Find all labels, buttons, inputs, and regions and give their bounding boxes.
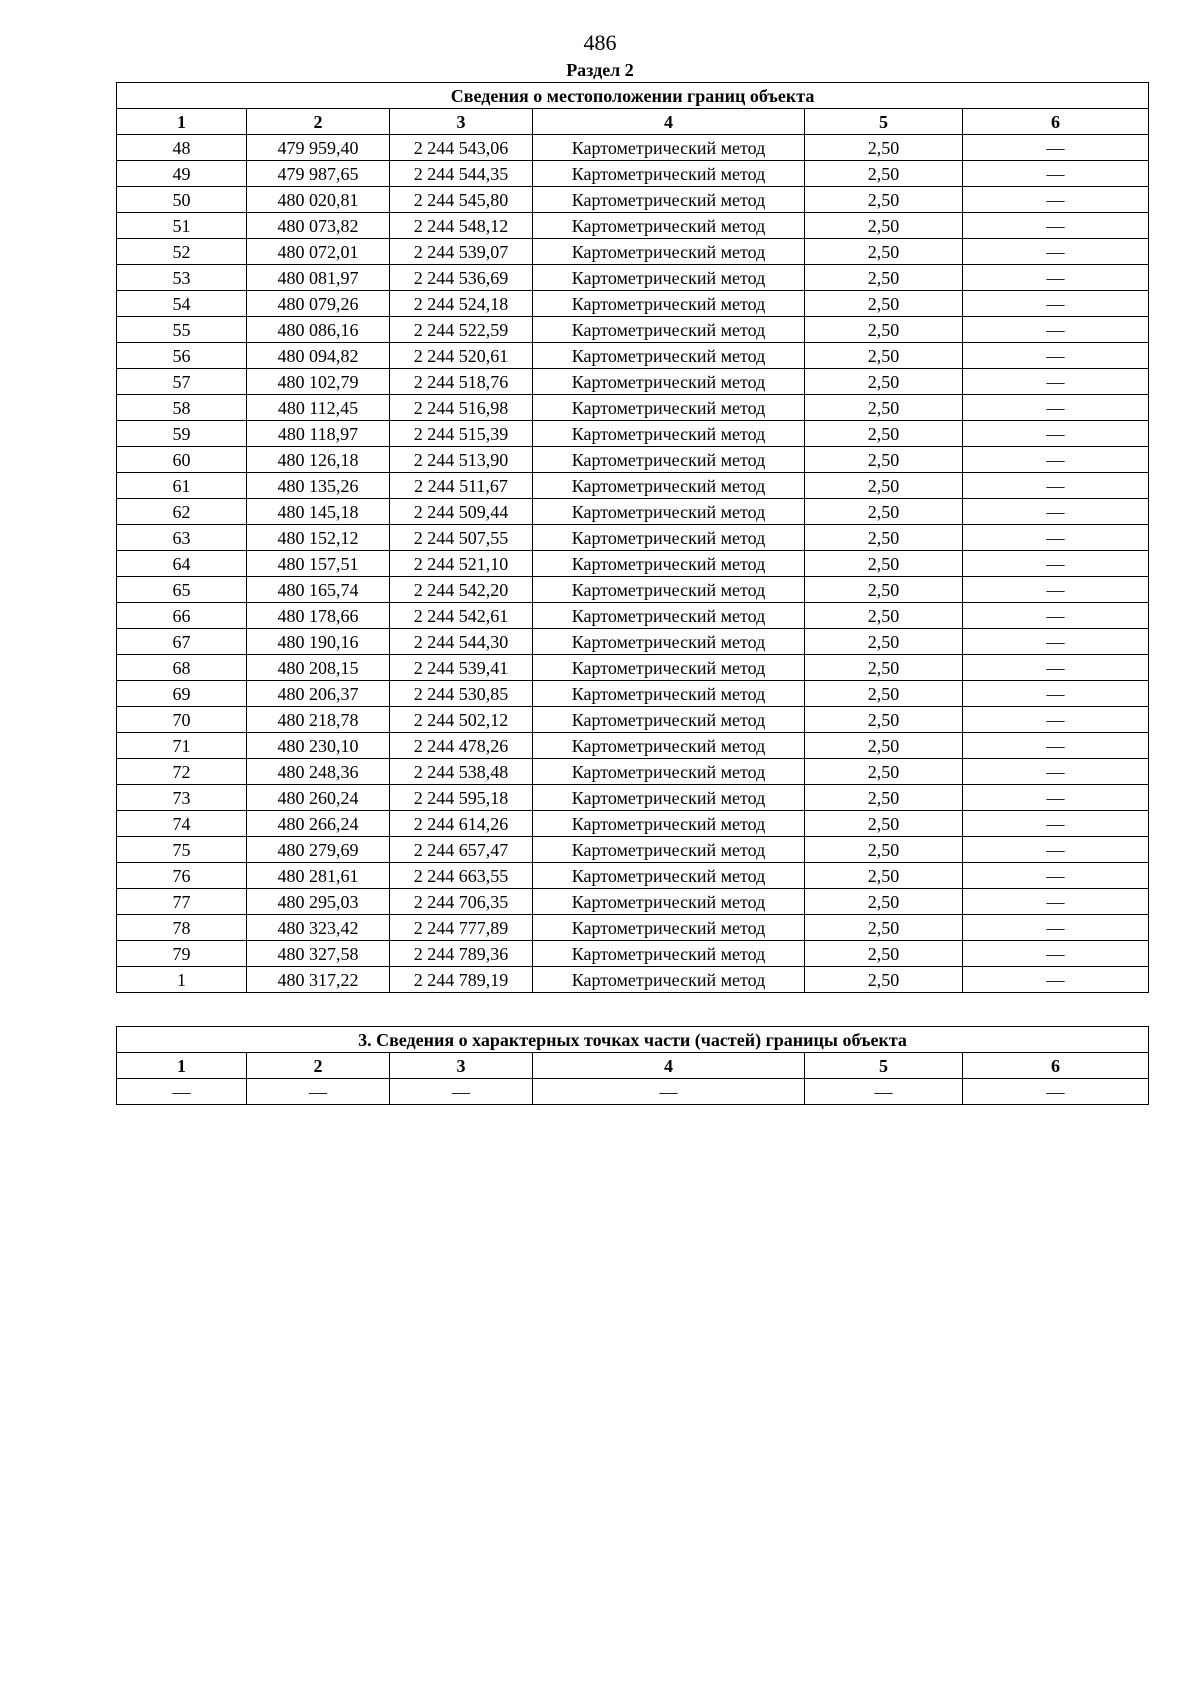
- table-cell: 2 244 789,19: [390, 967, 533, 993]
- table-row: [117, 369, 1149, 395]
- table-cell: 73: [117, 785, 247, 811]
- table-cell: 63: [117, 525, 247, 551]
- table-cell: 2 244 513,90: [390, 447, 533, 473]
- boundary-parts-table: [116, 1026, 1149, 1105]
- table-cell: 48: [117, 135, 247, 161]
- table-row: [117, 395, 1149, 421]
- table-row: [117, 733, 1149, 759]
- table-cell: 60: [117, 447, 247, 473]
- page-number: 486: [583, 30, 617, 55]
- table-cell: Картометрический метод: [533, 629, 805, 655]
- table-cell: Картометрический метод: [533, 525, 805, 551]
- table-cell: 2,50: [805, 837, 963, 863]
- table-cell: 480 190,16: [247, 629, 390, 655]
- table-cell: 480 281,61: [247, 863, 390, 889]
- table-cell: 480 178,66: [247, 603, 390, 629]
- table-row: [117, 265, 1149, 291]
- table-cell: —: [963, 291, 1149, 317]
- table-cell: 480 079,26: [247, 291, 390, 317]
- table-cell: 2,50: [805, 239, 963, 265]
- table-cell: 69: [117, 681, 247, 707]
- table-cell: 2,50: [805, 967, 963, 993]
- table-cell: —: [963, 525, 1149, 551]
- table-cell: 2 244 522,59: [390, 317, 533, 343]
- table-cell: 2,50: [805, 161, 963, 187]
- table-cell: 480 145,18: [247, 499, 390, 525]
- table-cell: 2 244 520,61: [390, 343, 533, 369]
- table-cell: 2,50: [805, 941, 963, 967]
- table-cell: —: [963, 551, 1149, 577]
- table-cell: Картометрический метод: [533, 265, 805, 291]
- table-row: [117, 915, 1149, 941]
- table-cell: —: [963, 473, 1149, 499]
- table-cell: —: [963, 577, 1149, 603]
- table-cell: 480 323,42: [247, 915, 390, 941]
- table-cell: —: [963, 967, 1149, 993]
- table-row: [117, 863, 1149, 889]
- table-cell: 2,50: [805, 473, 963, 499]
- table-cell: 2 244 542,20: [390, 577, 533, 603]
- table-cell: Картометрический метод: [533, 343, 805, 369]
- table-cell: Картометрический метод: [533, 941, 805, 967]
- table-cell: 2,50: [805, 447, 963, 473]
- table-cell: 2 244 706,35: [390, 889, 533, 915]
- table-cell: Картометрический метод: [533, 447, 805, 473]
- table-cell: 57: [117, 369, 247, 395]
- table-cell: 2,50: [805, 525, 963, 551]
- column-header: 2: [247, 109, 390, 135]
- table-cell: 2 244 530,85: [390, 681, 533, 707]
- table-cell: Картометрический метод: [533, 889, 805, 915]
- table-cell: —: [963, 655, 1149, 681]
- table-row: [117, 239, 1149, 265]
- table-cell: 2,50: [805, 707, 963, 733]
- table-cell: 480 135,26: [247, 473, 390, 499]
- table-cell: 2 244 548,12: [390, 213, 533, 239]
- table-row: [117, 473, 1149, 499]
- table-title: 3. Сведения о характерных точках части (частей) границы объекта: [117, 1027, 1149, 1053]
- table-cell: 2,50: [805, 811, 963, 837]
- table-cell: 2,50: [805, 733, 963, 759]
- table-cell: 49: [117, 161, 247, 187]
- table-cell: —: [963, 499, 1149, 525]
- table-cell: 58: [117, 395, 247, 421]
- table-row: [117, 343, 1149, 369]
- table-row: [117, 187, 1149, 213]
- table-cell: —: [805, 1079, 963, 1105]
- table-cell: 68: [117, 655, 247, 681]
- table-cell: 71: [117, 733, 247, 759]
- table-header-row: [117, 1053, 1149, 1079]
- table-cell: 2,50: [805, 135, 963, 161]
- table-cell: —: [963, 265, 1149, 291]
- table-cell: 2 244 538,48: [390, 759, 533, 785]
- table-cell: 480 279,69: [247, 837, 390, 863]
- table-cell: Картометрический метод: [533, 135, 805, 161]
- table-cell: 53: [117, 265, 247, 291]
- table-cell: Картометрический метод: [533, 239, 805, 265]
- table-cell: Картометрический метод: [533, 551, 805, 577]
- table-cell: 2 244 777,89: [390, 915, 533, 941]
- table-cell: —: [963, 837, 1149, 863]
- table-cell: 480 295,03: [247, 889, 390, 915]
- table-cell: 2 244 478,26: [390, 733, 533, 759]
- table-cell: 74: [117, 811, 247, 837]
- table-cell: 52: [117, 239, 247, 265]
- table-cell: 70: [117, 707, 247, 733]
- table-cell: 2 244 595,18: [390, 785, 533, 811]
- table-cell: 2 244 544,35: [390, 161, 533, 187]
- table-row: [117, 811, 1149, 837]
- table-title-row: [117, 83, 1149, 109]
- table-cell: 480 081,97: [247, 265, 390, 291]
- table-row: [117, 967, 1149, 993]
- column-header: 3: [390, 1053, 533, 1079]
- table-row: [117, 629, 1149, 655]
- table-cell: 2 244 544,30: [390, 629, 533, 655]
- table-cell: 480 118,97: [247, 421, 390, 447]
- table-cell: 72: [117, 759, 247, 785]
- table-cell: 480 165,74: [247, 577, 390, 603]
- table-cell: 2 244 657,47: [390, 837, 533, 863]
- table-cell: 2 244 789,36: [390, 941, 533, 967]
- table-cell: 480 317,22: [247, 967, 390, 993]
- table-cell: —: [963, 863, 1149, 889]
- table-cell: —: [533, 1079, 805, 1105]
- table-row: [117, 837, 1149, 863]
- table-cell: 2,50: [805, 551, 963, 577]
- table-cell: 76: [117, 863, 247, 889]
- table-cell: 2,50: [805, 421, 963, 447]
- table-cell: 480 094,82: [247, 343, 390, 369]
- table-cell: Картометрический метод: [533, 317, 805, 343]
- table-cell: Картометрический метод: [533, 603, 805, 629]
- table-cell: 54: [117, 291, 247, 317]
- table-cell: 480 327,58: [247, 941, 390, 967]
- table-cell: —: [963, 759, 1149, 785]
- table-row: [117, 291, 1149, 317]
- column-header: 6: [963, 109, 1149, 135]
- table-cell: 2,50: [805, 395, 963, 421]
- table-row: [117, 889, 1149, 915]
- table-row: [117, 785, 1149, 811]
- column-header: 4: [533, 109, 805, 135]
- table-cell: —: [247, 1079, 390, 1105]
- table-cell: 479 959,40: [247, 135, 390, 161]
- table-cell: 2,50: [805, 499, 963, 525]
- table-cell: 2 244 543,06: [390, 135, 533, 161]
- table-cell: 2 244 536,69: [390, 265, 533, 291]
- table-cell: 480 260,24: [247, 785, 390, 811]
- table-cell: Картометрический метод: [533, 733, 805, 759]
- table-cell: 2,50: [805, 629, 963, 655]
- table-cell: 2,50: [805, 915, 963, 941]
- table-cell: —: [963, 915, 1149, 941]
- section-title: Раздел 2: [566, 60, 634, 80]
- table-cell: 2 244 545,80: [390, 187, 533, 213]
- table-cell: —: [963, 1079, 1149, 1105]
- table-cell: Картометрический метод: [533, 499, 805, 525]
- table-row: [117, 525, 1149, 551]
- table-cell: 2 244 509,44: [390, 499, 533, 525]
- table-cell: Картометрический метод: [533, 759, 805, 785]
- table-cell: 62: [117, 499, 247, 525]
- table-cell: —: [117, 1079, 247, 1105]
- table-cell: 79: [117, 941, 247, 967]
- table-cell: —: [963, 707, 1149, 733]
- column-header: 3: [390, 109, 533, 135]
- boundary-location-table: [116, 82, 1149, 993]
- column-header: 6: [963, 1053, 1149, 1079]
- table-header-row: [117, 109, 1149, 135]
- table-cell: 480 218,78: [247, 707, 390, 733]
- table-row: [117, 941, 1149, 967]
- table-cell: 2,50: [805, 863, 963, 889]
- table-cell: 2,50: [805, 317, 963, 343]
- table-cell: —: [963, 447, 1149, 473]
- column-header: 4: [533, 1053, 805, 1079]
- table-cell: 2,50: [805, 213, 963, 239]
- table-cell: 480 112,45: [247, 395, 390, 421]
- table-cell: 479 987,65: [247, 161, 390, 187]
- table-cell: 77: [117, 889, 247, 915]
- table-cell: Картометрический метод: [533, 213, 805, 239]
- table-cell: —: [963, 161, 1149, 187]
- table-cell: Картометрический метод: [533, 369, 805, 395]
- table-row: [117, 707, 1149, 733]
- table-cell: 2,50: [805, 889, 963, 915]
- table-cell: 67: [117, 629, 247, 655]
- table-cell: 480 073,82: [247, 213, 390, 239]
- table-row: [117, 681, 1149, 707]
- table-cell: —: [963, 213, 1149, 239]
- table-cell: —: [963, 889, 1149, 915]
- table-cell: 65: [117, 577, 247, 603]
- table-cell: Картометрический метод: [533, 421, 805, 447]
- table-cell: Картометрический метод: [533, 161, 805, 187]
- table-cell: —: [963, 941, 1149, 967]
- table-row: [117, 447, 1149, 473]
- table-title: Сведения о местоположении границ объекта: [117, 83, 1149, 109]
- table-row: [117, 499, 1149, 525]
- table-row: [117, 603, 1149, 629]
- table-cell: 78: [117, 915, 247, 941]
- table-row: [117, 135, 1149, 161]
- table-cell: Картометрический метод: [533, 707, 805, 733]
- table-cell: —: [963, 681, 1149, 707]
- table-cell: Картометрический метод: [533, 785, 805, 811]
- table-cell: 2 244 539,41: [390, 655, 533, 681]
- table-cell: 2 244 507,55: [390, 525, 533, 551]
- table-cell: 480 208,15: [247, 655, 390, 681]
- table-cell: 55: [117, 317, 247, 343]
- table-cell: —: [963, 369, 1149, 395]
- table-title-row: [117, 1027, 1149, 1053]
- table-row: [117, 213, 1149, 239]
- table-row: [117, 421, 1149, 447]
- table-cell: Картометрический метод: [533, 837, 805, 863]
- table-cell: 2 244 539,07: [390, 239, 533, 265]
- table-cell: 51: [117, 213, 247, 239]
- table-cell: 2,50: [805, 369, 963, 395]
- table-cell: 2,50: [805, 759, 963, 785]
- table-cell: 2,50: [805, 577, 963, 603]
- table-cell: 2 244 614,26: [390, 811, 533, 837]
- table-cell: Картометрический метод: [533, 811, 805, 837]
- table-cell: 64: [117, 551, 247, 577]
- table-cell: —: [963, 135, 1149, 161]
- table-cell: 2 244 516,98: [390, 395, 533, 421]
- table-cell: —: [963, 603, 1149, 629]
- table-cell: —: [963, 187, 1149, 213]
- table-row: [117, 551, 1149, 577]
- table-cell: 480 157,51: [247, 551, 390, 577]
- table-cell: —: [963, 785, 1149, 811]
- column-header: 5: [805, 1053, 963, 1079]
- table-cell: —: [963, 421, 1149, 447]
- table-cell: 2 244 502,12: [390, 707, 533, 733]
- table-cell: Картометрический метод: [533, 967, 805, 993]
- table-cell: 2,50: [805, 187, 963, 213]
- table-cell: 2 244 515,39: [390, 421, 533, 447]
- table-cell: 480 126,18: [247, 447, 390, 473]
- table-cell: 2,50: [805, 681, 963, 707]
- table-cell: 2,50: [805, 655, 963, 681]
- table-cell: 61: [117, 473, 247, 499]
- column-header: 2: [247, 1053, 390, 1079]
- table-cell: 480 086,16: [247, 317, 390, 343]
- table-cell: 2 244 521,10: [390, 551, 533, 577]
- table-cell: 2,50: [805, 291, 963, 317]
- table-cell: 2 244 663,55: [390, 863, 533, 889]
- table-cell: —: [963, 395, 1149, 421]
- table-cell: 480 206,37: [247, 681, 390, 707]
- table-row: [117, 759, 1149, 785]
- table-cell: —: [963, 733, 1149, 759]
- table-row: [117, 655, 1149, 681]
- table-row: [117, 577, 1149, 603]
- table-cell: —: [963, 317, 1149, 343]
- table-cell: Картометрический метод: [533, 187, 805, 213]
- table-cell: 2,50: [805, 603, 963, 629]
- table-cell: 66: [117, 603, 247, 629]
- table-cell: —: [963, 343, 1149, 369]
- table-cell: Картометрический метод: [533, 291, 805, 317]
- table-cell: 2,50: [805, 343, 963, 369]
- table-cell: 480 266,24: [247, 811, 390, 837]
- table-cell: —: [963, 239, 1149, 265]
- table-cell: —: [390, 1079, 533, 1105]
- column-header: 1: [117, 1053, 247, 1079]
- table-cell: 56: [117, 343, 247, 369]
- table-cell: 50: [117, 187, 247, 213]
- table-cell: —: [963, 811, 1149, 837]
- table-row: [117, 1079, 1149, 1105]
- table-cell: Картометрический метод: [533, 863, 805, 889]
- table-cell: 480 102,79: [247, 369, 390, 395]
- table-cell: Картометрический метод: [533, 577, 805, 603]
- table-cell: Картометрический метод: [533, 681, 805, 707]
- table-row: [117, 161, 1149, 187]
- table-cell: 480 230,10: [247, 733, 390, 759]
- table-cell: 480 020,81: [247, 187, 390, 213]
- table-cell: 2 244 524,18: [390, 291, 533, 317]
- table-cell: 480 152,12: [247, 525, 390, 551]
- table-cell: —: [963, 629, 1149, 655]
- table-cell: 59: [117, 421, 247, 447]
- table-cell: 480 072,01: [247, 239, 390, 265]
- table-cell: 2 244 511,67: [390, 473, 533, 499]
- table-row: [117, 317, 1149, 343]
- table-cell: 2 244 542,61: [390, 603, 533, 629]
- table-cell: Картометрический метод: [533, 655, 805, 681]
- table-cell: 1: [117, 967, 247, 993]
- table-cell: 75: [117, 837, 247, 863]
- column-header: 1: [117, 109, 247, 135]
- table-cell: 2 244 518,76: [390, 369, 533, 395]
- table-cell: Картометрический метод: [533, 915, 805, 941]
- table-cell: 2,50: [805, 265, 963, 291]
- table-cell: Картометрический метод: [533, 395, 805, 421]
- table-cell: 2,50: [805, 785, 963, 811]
- column-header: 5: [805, 109, 963, 135]
- table-cell: Картометрический метод: [533, 473, 805, 499]
- table-cell: 480 248,36: [247, 759, 390, 785]
